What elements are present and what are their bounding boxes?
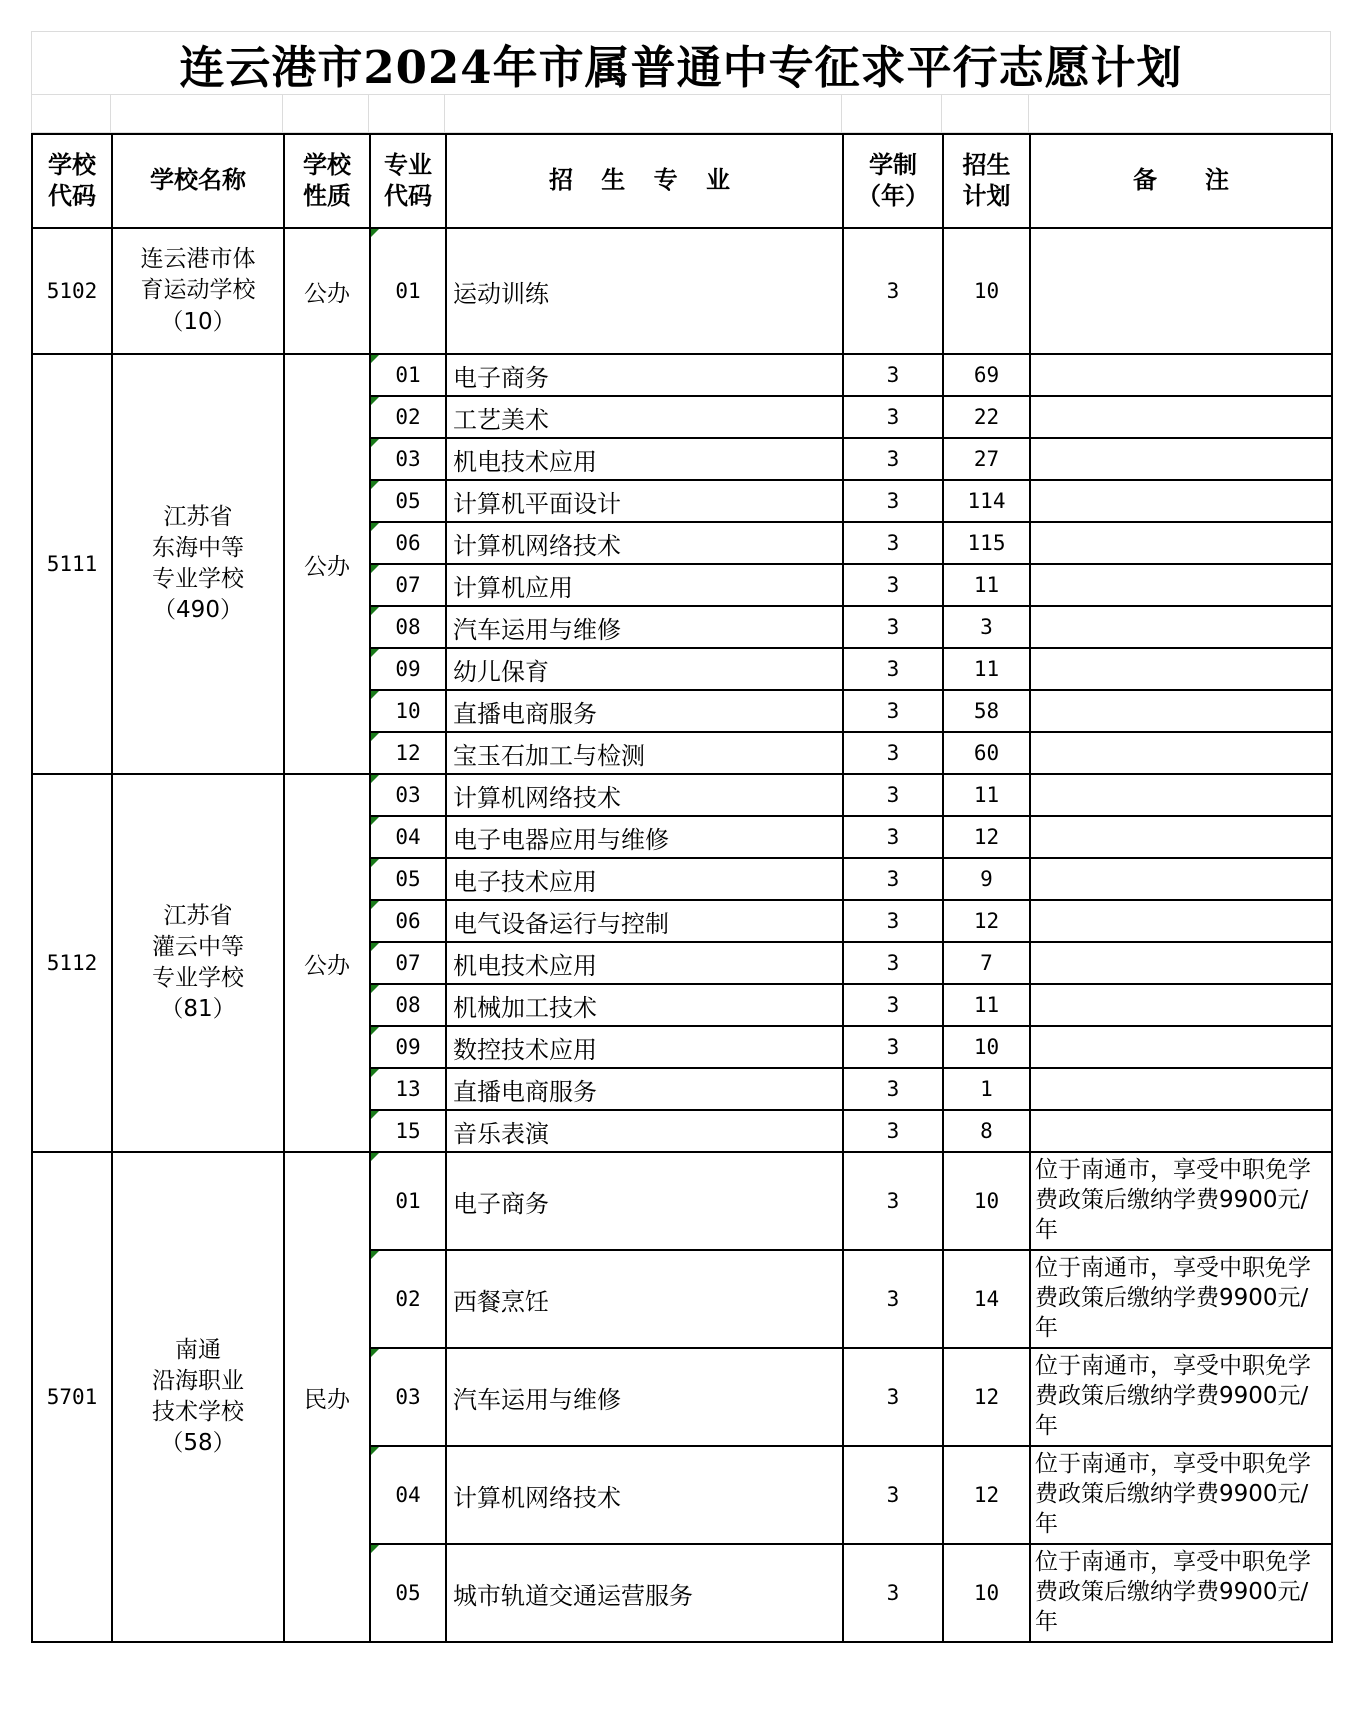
spreadsheet <box>31 31 1331 1643</box>
blank-cell[interactable] <box>283 95 369 133</box>
major-code-cell[interactable]: 13 <box>370 1068 446 1110</box>
duration-cell[interactable]: 3 <box>843 1110 943 1152</box>
major-name-cell[interactable]: 城市轨道交通运营服务 <box>446 1544 843 1642</box>
table-row <box>32 774 1332 816</box>
plan-cell[interactable]: 60 <box>943 732 1030 774</box>
duration-cell[interactable]: 3 <box>843 438 943 480</box>
major-name-cell[interactable]: 工艺美术 <box>446 396 843 438</box>
major-name-cell[interactable]: 西餐烹饪 <box>446 1250 843 1348</box>
header-duration[interactable]: 学制 （年） <box>843 134 943 228</box>
school-name-cell[interactable] <box>112 774 284 1152</box>
major-code-cell[interactable]: 10 <box>370 690 446 732</box>
duration-cell[interactable]: 3 <box>843 1446 943 1544</box>
major-name-cell[interactable]: 电气设备运行与控制 <box>446 900 843 942</box>
remarks-cell[interactable] <box>1030 438 1332 480</box>
school-code-cell[interactable]: 5112 <box>32 774 112 1152</box>
header-major[interactable]: 招 生 专 业 <box>446 134 843 228</box>
duration-cell[interactable]: 3 <box>843 396 943 438</box>
plan-cell[interactable]: 22 <box>943 396 1030 438</box>
major-name-cell[interactable]: 机电技术应用 <box>446 438 843 480</box>
plan-cell[interactable]: 12 <box>943 1446 1030 1544</box>
remarks-cell[interactable] <box>1030 984 1332 1026</box>
major-name-cell[interactable]: 计算机网络技术 <box>446 1446 843 1544</box>
school-name-line: （490） <box>153 597 243 624</box>
major-name-cell[interactable]: 计算机应用 <box>446 564 843 606</box>
plan-cell[interactable]: 10 <box>943 1026 1030 1068</box>
duration-cell[interactable]: 3 <box>843 1348 943 1446</box>
major-code-cell[interactable]: 06 <box>370 522 446 564</box>
school-nature-cell[interactable]: 公办 <box>284 774 370 1152</box>
major-code-cell[interactable]: 06 <box>370 900 446 942</box>
major-name-cell[interactable]: 电子技术应用 <box>446 858 843 900</box>
major-code-cell[interactable]: 05 <box>370 480 446 522</box>
school-name-line: 江苏省 <box>163 902 233 929</box>
major-name-cell[interactable]: 直播电商服务 <box>446 1068 843 1110</box>
plan-cell[interactable]: 115 <box>943 522 1030 564</box>
duration-cell[interactable]: 3 <box>843 606 943 648</box>
duration-cell[interactable]: 3 <box>843 354 943 396</box>
school-code-cell[interactable]: 5701 <box>32 1152 112 1642</box>
major-code-cell[interactable]: 08 <box>370 606 446 648</box>
duration-cell[interactable]: 3 <box>843 1250 943 1348</box>
major-name-cell[interactable]: 电子商务 <box>446 354 843 396</box>
plan-table <box>31 133 1333 1643</box>
school-name-line: （81） <box>160 996 236 1023</box>
table-body <box>32 228 1332 1642</box>
duration-cell[interactable]: 3 <box>843 564 943 606</box>
header-major-code[interactable]: 专业 代码 <box>370 134 446 228</box>
major-code-cell[interactable]: 12 <box>370 732 446 774</box>
major-name-cell[interactable]: 运动训练 <box>446 228 843 354</box>
remarks-cell[interactable] <box>1030 690 1332 732</box>
major-name-cell[interactable]: 幼儿保育 <box>446 648 843 690</box>
major-name-cell[interactable]: 汽车运用与维修 <box>446 606 843 648</box>
duration-cell[interactable]: 3 <box>843 690 943 732</box>
plan-cell[interactable]: 27 <box>943 438 1030 480</box>
plan-cell[interactable]: 58 <box>943 690 1030 732</box>
duration-cell[interactable]: 3 <box>843 1152 943 1250</box>
remarks-cell[interactable] <box>1030 858 1332 900</box>
blank-cell[interactable] <box>942 95 1029 133</box>
school-name-line: 专业学校 <box>152 965 244 991</box>
remarks-cell[interactable] <box>1030 480 1332 522</box>
remarks-cell[interactable] <box>1030 774 1332 816</box>
duration-cell[interactable]: 3 <box>843 1026 943 1068</box>
header-row <box>32 134 1332 228</box>
major-code-cell[interactable]: 05 <box>370 858 446 900</box>
blank-cell[interactable] <box>445 95 842 133</box>
remarks-cell[interactable]: 位于南通市，享受中职免学费政策后缴纳学费9900元/年 <box>1030 1446 1332 1544</box>
header-school-name[interactable]: 学校名称 <box>112 134 284 228</box>
major-name-cell[interactable]: 电子电器应用与维修 <box>446 816 843 858</box>
plan-cell[interactable]: 3 <box>943 606 1030 648</box>
plan-cell[interactable]: 10 <box>943 228 1030 354</box>
school-name-line: 东海中等 <box>152 534 244 561</box>
blank-cell[interactable] <box>31 95 111 133</box>
header-remarks[interactable]: 备 注 <box>1030 134 1332 228</box>
remarks-cell[interactable]: 位于南通市，享受中职免学费政策后缴纳学费9900元/年 <box>1030 1152 1332 1250</box>
page-title: 连云港市2024年市属普通中专征求平行志愿计划 <box>31 31 1331 95</box>
plan-cell[interactable]: 12 <box>943 1348 1030 1446</box>
blank-cell[interactable] <box>111 95 283 133</box>
duration-cell[interactable]: 3 <box>843 984 943 1026</box>
remarks-cell[interactable]: 位于南通市，享受中职免学费政策后缴纳学费9900元/年 <box>1030 1544 1332 1642</box>
school-nature-cell[interactable]: 公办 <box>284 354 370 774</box>
school-name-cell[interactable] <box>112 354 284 774</box>
school-name-line: 育运动学校 <box>140 277 256 304</box>
blank-cell[interactable] <box>1029 95 1331 133</box>
major-code-cell[interactable]: 03 <box>370 774 446 816</box>
plan-cell[interactable]: 10 <box>943 1152 1030 1250</box>
major-name-cell[interactable]: 音乐表演 <box>446 1110 843 1152</box>
duration-cell[interactable]: 3 <box>843 942 943 984</box>
plan-cell[interactable]: 14 <box>943 1250 1030 1348</box>
major-code-cell[interactable]: 09 <box>370 1026 446 1068</box>
duration-cell[interactable]: 3 <box>843 1544 943 1642</box>
remarks-cell[interactable] <box>1030 1110 1332 1152</box>
plan-cell[interactable]: 114 <box>943 480 1030 522</box>
major-code-cell[interactable]: 01 <box>370 1152 446 1250</box>
school-name-line: 江苏省 <box>163 503 233 530</box>
blank-row <box>31 95 1331 133</box>
plan-cell[interactable]: 11 <box>943 984 1030 1026</box>
plan-cell[interactable]: 1 <box>943 1068 1030 1110</box>
major-code-cell[interactable]: 03 <box>370 438 446 480</box>
blank-cell[interactable] <box>369 95 445 133</box>
blank-cell[interactable] <box>842 95 942 133</box>
major-code-cell[interactable]: 09 <box>370 648 446 690</box>
major-name-cell[interactable]: 计算机网络技术 <box>446 774 843 816</box>
plan-cell[interactable]: 8 <box>943 1110 1030 1152</box>
duration-cell[interactable]: 3 <box>843 648 943 690</box>
major-code-cell[interactable]: 03 <box>370 1348 446 1446</box>
major-name-cell[interactable]: 汽车运用与维修 <box>446 1348 843 1446</box>
major-code-cell[interactable]: 01 <box>370 354 446 396</box>
remarks-cell[interactable] <box>1030 732 1332 774</box>
duration-cell[interactable]: 3 <box>843 480 943 522</box>
school-name-line: 专业学校 <box>152 566 244 592</box>
duration-cell[interactable]: 3 <box>843 1068 943 1110</box>
school-name-cell[interactable] <box>112 1152 284 1642</box>
major-code-cell[interactable]: 08 <box>370 984 446 1026</box>
major-name-cell[interactable]: 直播电商服务 <box>446 690 843 732</box>
plan-cell[interactable]: 12 <box>943 900 1030 942</box>
major-code-cell[interactable]: 07 <box>370 942 446 984</box>
major-code-cell[interactable]: 04 <box>370 1446 446 1544</box>
school-name-line: 技术学校 <box>152 1399 244 1425</box>
duration-cell[interactable]: 3 <box>843 858 943 900</box>
remarks-cell[interactable] <box>1030 606 1332 648</box>
school-name-line: 南通 <box>175 1336 221 1363</box>
remarks-cell[interactable] <box>1030 648 1332 690</box>
major-name-cell[interactable]: 计算机网络技术 <box>446 522 843 564</box>
school-name-line: （10） <box>160 308 236 335</box>
duration-cell[interactable]: 3 <box>843 228 943 354</box>
school-name-cell[interactable] <box>112 228 284 354</box>
duration-cell[interactable]: 3 <box>843 900 943 942</box>
plan-cell[interactable]: 69 <box>943 354 1030 396</box>
duration-cell[interactable]: 3 <box>843 522 943 564</box>
major-name-cell[interactable]: 宝玉石加工与检测 <box>446 732 843 774</box>
major-name-cell[interactable]: 计算机平面设计 <box>446 480 843 522</box>
remarks-cell[interactable]: 位于南通市，享受中职免学费政策后缴纳学费9900元/年 <box>1030 1348 1332 1446</box>
major-code-cell[interactable]: 02 <box>370 396 446 438</box>
header-plan[interactable]: 招生 计划 <box>943 134 1030 228</box>
school-name-line: 灌云中等 <box>152 933 244 960</box>
plan-cell[interactable]: 11 <box>943 564 1030 606</box>
school-code-cell[interactable]: 5102 <box>32 228 112 354</box>
remarks-cell[interactable] <box>1030 1026 1332 1068</box>
remarks-cell[interactable] <box>1030 1068 1332 1110</box>
major-code-cell[interactable]: 05 <box>370 1544 446 1642</box>
table-row <box>32 228 1332 354</box>
remarks-cell[interactable] <box>1030 228 1332 354</box>
remarks-cell[interactable] <box>1030 522 1332 564</box>
duration-cell[interactable]: 3 <box>843 774 943 816</box>
remarks-cell[interactable] <box>1030 900 1332 942</box>
school-nature-cell[interactable]: 民办 <box>284 1152 370 1642</box>
remarks-cell[interactable] <box>1030 354 1332 396</box>
school-name-line: 沿海职业 <box>152 1367 244 1394</box>
major-name-cell[interactable]: 机械加工技术 <box>446 984 843 1026</box>
major-code-cell[interactable]: 04 <box>370 816 446 858</box>
major-code-cell[interactable]: 01 <box>370 228 446 354</box>
remarks-cell[interactable] <box>1030 396 1332 438</box>
school-code-cell[interactable]: 5111 <box>32 354 112 774</box>
major-name-cell[interactable]: 电子商务 <box>446 1152 843 1250</box>
major-name-cell[interactable]: 机电技术应用 <box>446 942 843 984</box>
header-school-code[interactable]: 学校 代码 <box>32 134 112 228</box>
table-row <box>32 354 1332 396</box>
duration-cell[interactable]: 3 <box>843 732 943 774</box>
major-code-cell[interactable]: 02 <box>370 1250 446 1348</box>
major-code-cell[interactable]: 15 <box>370 1110 446 1152</box>
remarks-cell[interactable]: 位于南通市，享受中职免学费政策后缴纳学费9900元/年 <box>1030 1250 1332 1348</box>
header-school-nature[interactable]: 学校 性质 <box>284 134 370 228</box>
plan-cell[interactable]: 11 <box>943 648 1030 690</box>
plan-cell[interactable]: 9 <box>943 858 1030 900</box>
plan-cell[interactable]: 7 <box>943 942 1030 984</box>
major-name-cell[interactable]: 数控技术应用 <box>446 1026 843 1068</box>
major-code-cell[interactable]: 07 <box>370 564 446 606</box>
remarks-cell[interactable] <box>1030 564 1332 606</box>
remarks-cell[interactable] <box>1030 816 1332 858</box>
plan-cell[interactable]: 11 <box>943 774 1030 816</box>
school-name-line: （58） <box>160 1430 236 1457</box>
plan-cell[interactable]: 12 <box>943 816 1030 858</box>
table-row <box>32 1152 1332 1250</box>
school-name-line: 连云港市体 <box>140 246 256 273</box>
remarks-cell[interactable] <box>1030 942 1332 984</box>
school-nature-cell[interactable]: 公办 <box>284 228 370 354</box>
duration-cell[interactable]: 3 <box>843 816 943 858</box>
plan-cell[interactable]: 10 <box>943 1544 1030 1642</box>
